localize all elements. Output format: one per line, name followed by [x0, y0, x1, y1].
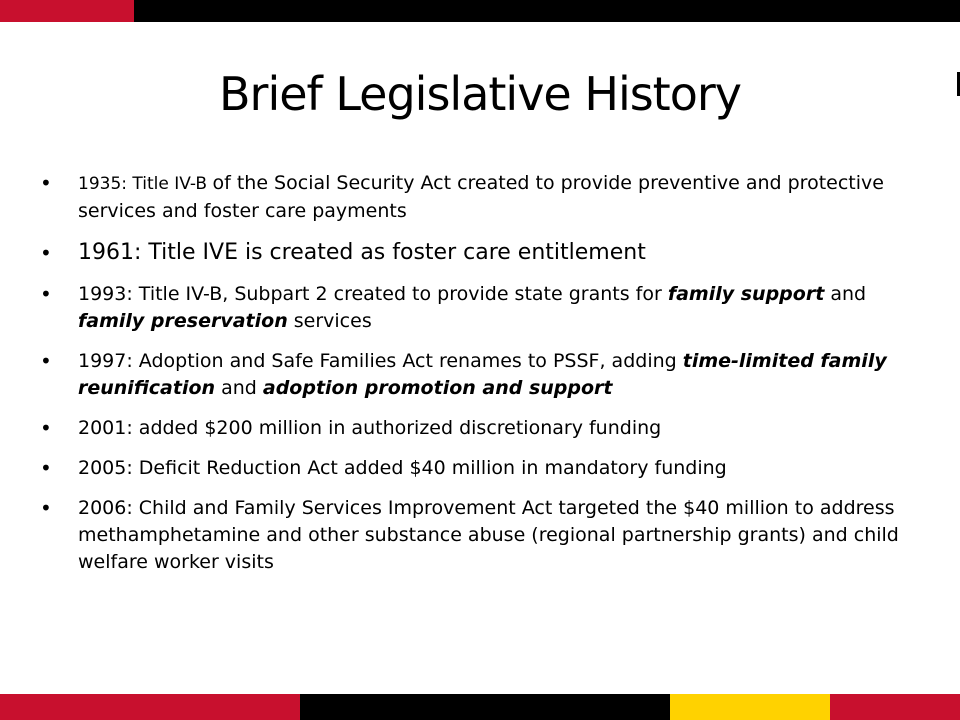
bullet-part: and	[215, 377, 263, 399]
bullet-emphasis: adoption promotion and support	[262, 377, 613, 399]
bullet-part: 1993: Title IV-B, Subpart 2 created to provide state grants for	[78, 283, 668, 305]
slide-title: Brief Legislative History	[218, 67, 741, 121]
bullet-dot: •	[40, 282, 52, 306]
bullet-text	[78, 172, 884, 222]
bullet-dot: •	[40, 241, 52, 265]
bullet-item-2005	[40, 455, 910, 482]
bullet-part: 1935: Title IV-B	[78, 174, 213, 194]
top-band-black	[134, 0, 960, 22]
bullet-item-2001	[40, 415, 910, 442]
bullet-part: 2001: added $200 million in authorized discretionary funding	[78, 417, 662, 439]
bullet-part: 2006: Child and Family Services Improvement Act targeted the $40 million to address methamphetamine and other substance abuse (regional partnership grants) and child welfare worker visits	[78, 497, 899, 573]
bullet-part: of the Social Security Act created to provide preventive and protective services and foster care payments	[78, 172, 884, 222]
bottom-band-red-2	[830, 694, 960, 720]
bullet-dot: •	[40, 456, 52, 480]
bullet-dot: •	[40, 496, 52, 520]
top-band-red	[0, 0, 134, 22]
bullet-dot: •	[40, 171, 52, 195]
bullet-item-1961	[40, 238, 910, 268]
bullet-list	[40, 170, 910, 589]
bullet-item-1993	[40, 281, 910, 335]
bullet-part: services	[287, 310, 372, 332]
bullet-emphasis: family support	[667, 283, 825, 305]
bottom-color-band	[0, 694, 960, 720]
bullet-dot: •	[40, 416, 52, 440]
bullet-item-2006	[40, 495, 910, 576]
bottom-band-black	[300, 694, 670, 720]
bullet-part: and	[824, 283, 867, 305]
bottom-band-gold	[670, 694, 830, 720]
bullet-dot: •	[40, 349, 52, 373]
bullet-item-1997	[40, 348, 910, 402]
bullet-item-1935	[40, 170, 910, 225]
bullet-part: 1997: Adoption and Safe Families Act renames to PSSF, adding	[78, 350, 683, 372]
bullet-part: 1961: Title IVE is created as foster care entitlement	[78, 240, 646, 265]
bullet-part: 2005: Deficit Reduction Act added $40 million in mandatory funding	[78, 457, 727, 479]
bullet-emphasis: family preservation	[78, 310, 288, 332]
bottom-band-red	[0, 694, 300, 720]
top-color-band	[0, 0, 960, 22]
bullet-emphasis: time-limited family reunification	[78, 350, 887, 399]
